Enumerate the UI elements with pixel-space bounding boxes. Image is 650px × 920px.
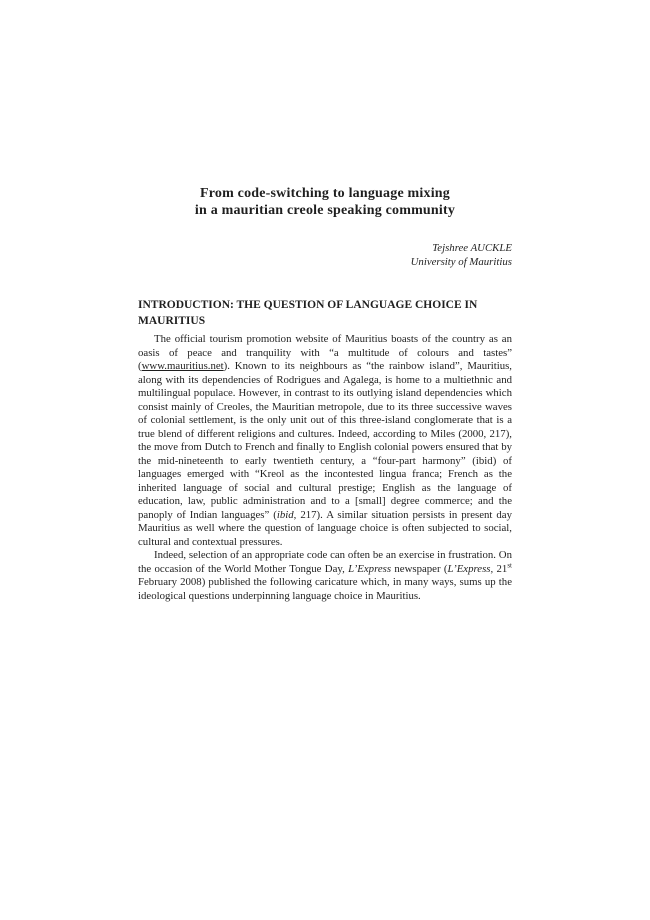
paper-body <box>138 333 512 603</box>
page-content <box>138 0 512 603</box>
url-text: www.mauritius.net <box>141 360 224 372</box>
text-segment: L’Express, <box>447 562 494 575</box>
section-heading: INTRODUCTION: THE QUESTION OF LANGUAGE CHOICE IN MAURITIUS <box>138 299 478 327</box>
text-segment: February 2008) published the following caricature which, in many ways, sums up the ideological questions underpinning language choice in Mauritius. <box>138 576 512 602</box>
text-segment: , 217). A similar situation persists in present day Mauritius as well where the question of language choice is often subjected to social, cultural and contextual pressures. <box>138 508 512 548</box>
paper-title-line2: in a mauritian creole speaking community <box>194 202 456 218</box>
paper-title <box>138 0 512 219</box>
text-segment: Indeed, selection of an appropriate code can often be an exercise in frustration. On the occasion of the World Mother Tongue Day, <box>138 549 512 575</box>
author-block <box>138 242 512 269</box>
text-segment: newspaper ( <box>391 562 448 575</box>
paper-title-line1: From code-switching to language mixing <box>199 186 450 201</box>
text-segment: The official tourism promotion website of Mauritius boasts of the country as an oasis of peace and tranquility with “a multitude of colours and tastes” ( <box>138 333 512 372</box>
paragraph <box>138 333 512 549</box>
author-affiliation: University of Mauritius <box>410 255 512 268</box>
text-segment: ). Known to its neighbours as “the rainbow island”, Mauritius, along with its dependencies of Rodrigues and Agalega, is home to a multiethnic and multilingual populace. However, in contrast to its outlying island dependencies which consist mainly of Creoles, the Mauritian metropole, due to its three successive waves of colonial settlement, is the only unit out of this three-island conglomerate that is a true blend of different religions and cultures. Indeed, according to Miles (2000, 217), the move from Dutch to French and finally to English colonial powers ensured that by the mid-nineteenth to early twentieth century, a “four-part harmony” (ibid) of languages emerged with “Kreol as the incontested lingua franca; French as the inherited language of social and cultural prestige; English as the language of education, law, public administration and to a [small] degree commerce; and the panoply of Indian languages” ( <box>138 360 512 521</box>
paragraph <box>138 549 512 603</box>
author-name: Tejshree AUCKLE <box>432 242 512 254</box>
text-segment: ibid <box>276 508 294 521</box>
text-segment: L’Express <box>348 562 392 575</box>
text-segment: 21 <box>493 562 508 575</box>
text-segment: st <box>507 560 512 569</box>
